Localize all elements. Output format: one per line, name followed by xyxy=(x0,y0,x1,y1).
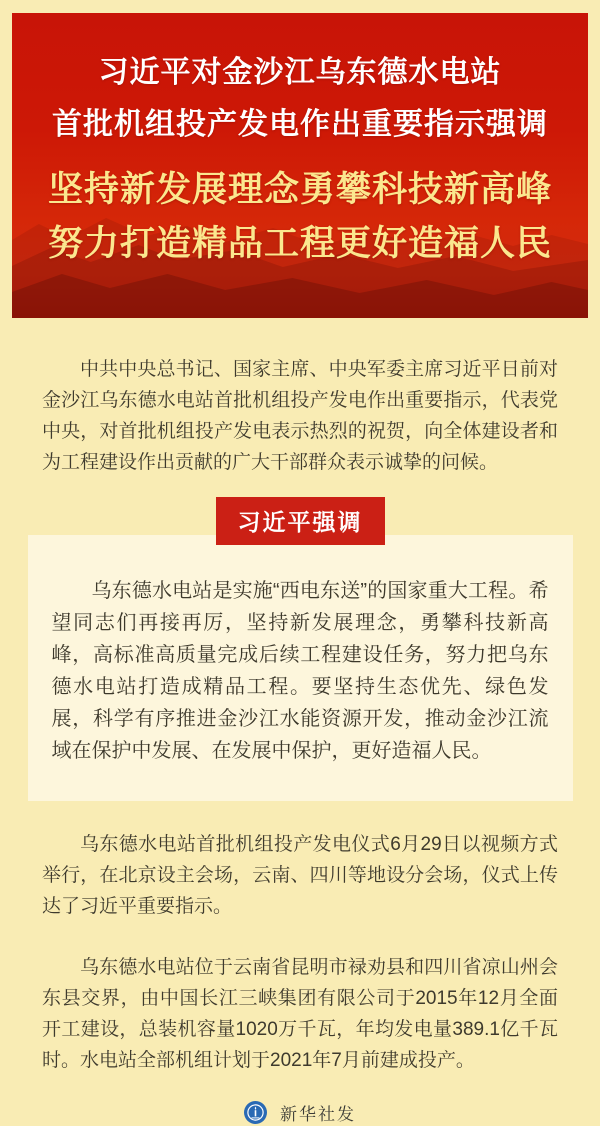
xinhua-logo-icon xyxy=(244,1101,267,1124)
quote-box xyxy=(28,535,573,801)
footer-credit-text: 新华社发 xyxy=(280,1105,356,1124)
body-paragraph-3: 乌东德水电站位于云南省昆明市禄劝县和四川省凉山州会东县交界，由中国长江三峡集团有限公司于2015年12月全面开工建设，总装机容量1020万千瓦，年均发电量389.1亿千瓦时。水电站全部机组计划于2021年7月前建成投产。 xyxy=(42,957,558,1071)
lead-paragraph: 中共中央总书记、国家主席、中央军委主席习近平日前对金沙江乌东德水电站首批机组投产发电作出重要指示，代表党中央，对首批机组投产发电表示热烈的祝贺，向全体建设者和为工程建设作出贡献的广大干部群众表示诚挚的问候。 xyxy=(42,359,558,473)
body-paragraph-2: 乌东德水电站首批机组投产发电仪式6月29日以视频方式举行，在北京设主会场，云南、四川等地设分会场，仪式上传达了习近平重要指示。 xyxy=(42,834,558,917)
headline-block xyxy=(12,13,588,271)
quote-badge: 习近平强调 xyxy=(216,497,385,545)
headline-line-3: 坚持新发展理念勇攀科技新高峰 xyxy=(47,170,552,209)
footer-credit-row xyxy=(0,1100,600,1125)
headline-yellow xyxy=(12,163,588,271)
quote-section xyxy=(0,478,600,801)
headline-white xyxy=(12,13,588,151)
headline-line-2: 首批机组投产发电作出重要指示强调 xyxy=(52,108,548,141)
header-banner xyxy=(12,13,588,318)
headline-line-4: 努力打造精品工程更好造福人民 xyxy=(47,224,552,263)
headline-line-1: 习近平对金沙江乌东德水电站 xyxy=(98,56,502,89)
quote-text: 乌东德水电站是实施“西电东送”的国家重大工程。希望同志们再接再厉，坚持新发展理念，勇攀科技新高峰，高标准高质量完成后续工程建设任务，努力把乌东德水电站打造成精品工程。要坚持生态优先、绿色发展，科学有序推进金沙江水能资源开发，推动金沙江流域在保护中发展、在发展中保护，更好造福人民。 xyxy=(51,580,549,762)
